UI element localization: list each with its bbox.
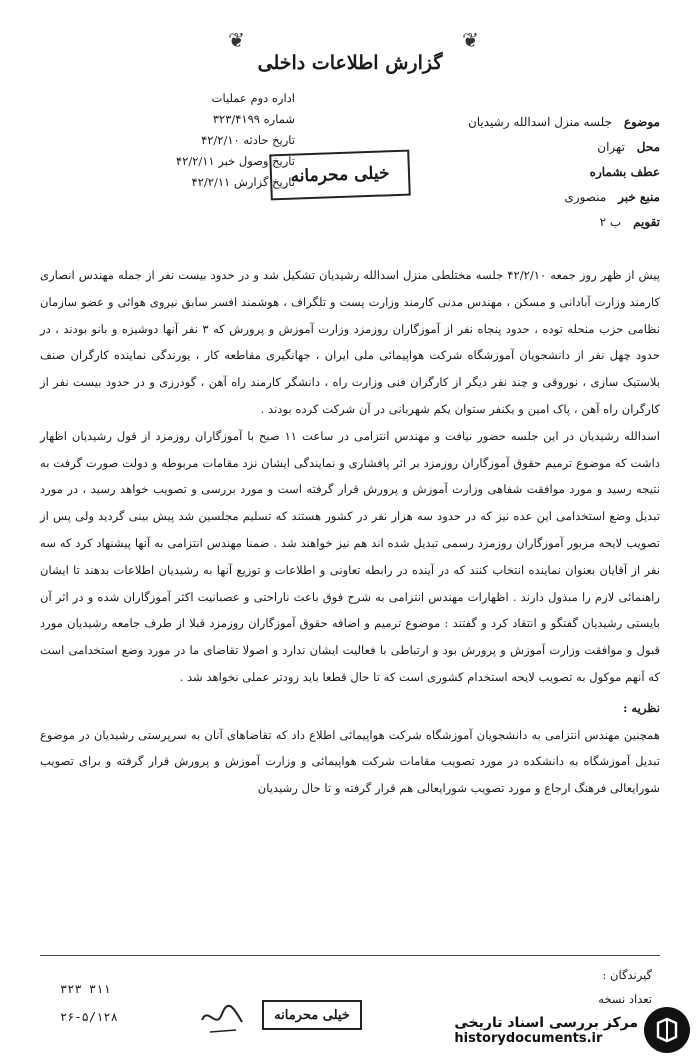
handwritten-signature	[198, 1000, 248, 1040]
report-date-label: تاریخ گزارش	[233, 175, 295, 189]
archive-codes	[60, 975, 180, 1031]
place-value: تهران	[597, 140, 625, 154]
report-date-row	[95, 172, 295, 193]
archive-code-line-2: ۲۶-۵/۱۲۸	[60, 1010, 118, 1024]
grade-label: تقویم	[633, 215, 660, 229]
subject-value: جلسه منزل اسدالله رشیدیان	[467, 115, 612, 129]
source-value: منصوری	[564, 190, 607, 204]
number-value: ۳۲۳/۴۱۹۹	[212, 112, 260, 126]
watermark-text	[454, 1015, 638, 1046]
event-date-label: تاریخ حادثه	[243, 133, 295, 147]
archive-watermark	[420, 1003, 690, 1057]
archive-logo-icon	[644, 1007, 690, 1053]
body-paragraph-2: اسدالله رشیدیان در این جلسه حضور نیافت و مهندس انتزامی در ساعت ۱۱ صبح با آموزگاران روزمزد از قول رشیدیان اظهار داشت که موضوع ترمیم حقوق آموزگاران روزمزد بر اثر پافشاری و نمایندگی ایشان نزد مقامات مربوطه و دولت صورت گرفت به نتیجه رسید و مورد موافقت شفاهی وزارت آموزش و پرورش قرار گرفته است و مورد بررسی و تصویب خواهد رسید ، در مورد تبدیل وضع استخدامی این عده نیز که در حدود سه هزار نفر در کشور هستند که تسلیم مجلسین شد پیش بینی گردید ولی پس از تصویب لایحه مزبور آموزگاران روزمزد رسمی تبدیل شده اند هم نیز خواهند شد . ضمنا مهندس انتزامی به آنها پیشنهاد کرد که سه نفر از آقایان بعنوان نماینده انتخاب کنند که در آینده در رابطه تعاونی و اطلاعات و توزیع آنها به رشیدیان اطلاعات بدهند تا ایشان راهنمائی لازم را مبذول دارند . اظهارات مهندس انتزامی به شرح فوق باعث ناراحتی و عصبانیت اکثر آموزگاران شده و در اثر آن بایستی رشیدیان گفتگو و انتقاد کرد و گفتند : موضوع ترمیم و اضافه حقوق آموزگاران روزمزد قبلا از طرف جامعه رشیدیان مورد قبول و موافقت وزارت آموزش و پرورش بود و ارتباطی با فعالیت ایشان ندارد و اصولا تقاضای ما در مورد وضع استخدامی است که آنهم موکول به تصویب لایحه استخدام کشوری است که تا حال قطعا باید زودتر عملی نخواهد شد .	[40, 428, 660, 684]
watermark-url: historydocuments.ir	[454, 1030, 603, 1046]
report-metadata-left	[95, 88, 295, 193]
event-date-value: ۴۲/۲/۱۰	[201, 133, 240, 147]
receipt-date-label: تاریخ وصول خبر	[218, 154, 295, 168]
conclusion-label: نظریه :	[623, 700, 660, 715]
copies-label: تعداد نسخه	[598, 992, 652, 1006]
emblem-icon: ❦	[462, 28, 479, 52]
place-label: محل	[636, 140, 660, 154]
emblem-icon: ❦	[228, 28, 245, 52]
report-body	[40, 262, 660, 802]
watermark-org-name: مرکز بررسی اسناد تاریخی	[454, 1014, 638, 1031]
recipients-label: گیرندگان :	[602, 968, 652, 982]
subject-row	[330, 110, 660, 135]
grade-row	[330, 210, 660, 235]
receipt-date-value: ۴۲/۲/۱۱	[175, 154, 215, 168]
body-paragraph-1: پیش از ظهر روز جمعه ۴۲/۲/۱۰ جلسه مختلطی منزل اسدالله رشیدیان تشکیل شد و در حدود بیست نفر از جمله مهندس انصاری کارمند وزارت آبادانی و مسکن ، مهندس مدنی کارمند وزارت پست و تلگراف ، هوشمند افسر سابق نیروی هوائی و عضو سازمان نظامی حزب منحله توده ، حدود پنجاه نفر از آموزگاران روزمزد وزارت آموزش و پرورش که ۳ نفر آنها دوشیزه و بانو بودند ، در حدود چهل نفر از دانشجویان آموزشگاه شرکت هواپیمائی ملی ایران ، جهانگیری مقاطعه کار ، یورندگی نماینده کارگران صنف بلاستیک سازی ، نوروقی و چند نفر دیگر از کارگران فنی وزارت راه ، دانشگر کارمند راه آهن ، گودرزی و در حدود بیست نفر از کارگران راه آهن ، پاک امین و یکنفر ستوان یکم شهربانی در آن شرکت کرده بودند .	[40, 268, 661, 416]
conclusion-paragraph: همچنین مهندس انتزامی به دانشجویان آموزشگاه شرکت هواپیمائی اطلاع داد که تقاضاهای آنان به سرپرستی رشیدیان در موضوع تبدیل آموزشگاه به دانشکده در مورد تصویب مقامات شرکت هواپیمائی و وزارت آموزش و پرورش قرار گرفته و برای تصویب شورایعالی فرهنگ ارجاع و مورد تصویب شورایعالی هم قرار گرفته و تا حال رشیدیان	[40, 727, 660, 796]
report-date-value: ۴۲/۲/۱۱	[191, 175, 231, 189]
archive-code-line-1: ۳۲۳ ۳۱۱	[60, 982, 111, 996]
source-label: منبع خبر	[618, 190, 660, 204]
subject-label: موضوع	[623, 115, 660, 129]
classification-stamp-bottom: خیلی محرمانه	[262, 1000, 362, 1030]
number-row	[95, 109, 295, 130]
receipt-date-row	[95, 151, 295, 172]
document-title: گزارش اطلاعات داخلی	[257, 52, 443, 74]
number-label: شماره	[263, 112, 295, 126]
classification-stamp: خیلی محرمانه	[269, 150, 411, 201]
grade-value: ب ۲	[599, 215, 622, 229]
reference-label: عطف بشماره	[589, 165, 660, 179]
department: اداره دوم عملیات	[211, 91, 295, 105]
event-date-row	[95, 130, 295, 151]
footer-divider	[40, 955, 660, 956]
